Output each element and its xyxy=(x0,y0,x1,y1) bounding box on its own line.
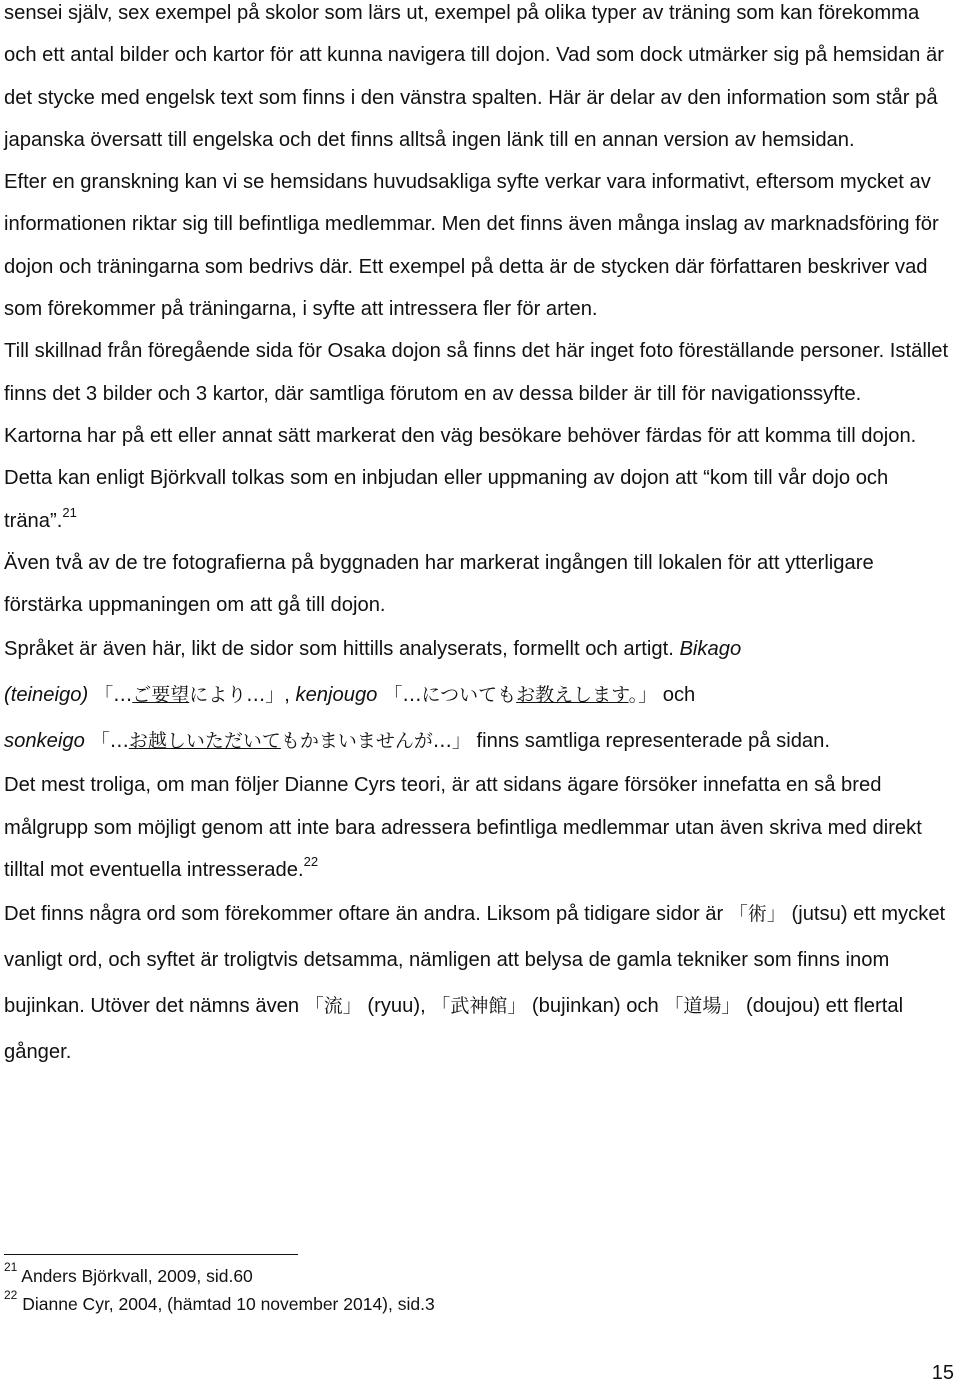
paragraph-4-text: Kartorna har på ett eller annat sätt markerat den väg besökare behöver färdas för att komma till dojon. Detta kan enligt Björkvall tolkas som en inbjudan eller uppmaning av dojon att “kom till vår dojo och träna”. xyxy=(4,424,917,532)
paragraph-2: Efter en granskning kan vi se hemsidans huvudsakliga syfte verkar vara informativt, eftersom mycket av informationen riktar sig till befintliga medlemmar. Men det finns även många inslag av marknadsföring för dojon och träningarna som bedrivs där. Ett exempel på detta är de stycken där författaren beskriver vad som förekommer på träningarna, i syfte att intressera fler för arten. xyxy=(4,171,939,321)
footnote-text: Anders Björkvall, 2009, sid.60 xyxy=(21,1266,253,1286)
paragraph-7-text: Det mest troliga, om man följer Dianne Cyrs teori, är att sidans ägare försöker innefatta en så bred målgrupp som möjligt genom att inte bara adressera befintliga medlemmar utan även skriva med direkt tilltal mot eventuella intresserade. xyxy=(4,774,922,882)
jp-term-jutsu: 「術」 xyxy=(728,903,786,926)
paragraph-8 xyxy=(4,891,954,1075)
jp-quote-1-underlined: ご要望 xyxy=(132,684,190,707)
jp-quote-2-close: 。」 xyxy=(628,684,658,707)
page-number: 15 xyxy=(931,1362,954,1384)
paragraph-8-e: (doujou) ett flertal gånger. xyxy=(4,995,904,1064)
paragraph-5: Även två av de tre fotografierna på byggnaden har markerat ingången till lokalen för att ytterligare förstärka uppmaningen om att gå till dojon. xyxy=(4,551,874,617)
separator: , xyxy=(284,684,296,707)
jp-term-ryuu: 「流」 xyxy=(304,995,362,1018)
paragraph-7 xyxy=(4,764,954,891)
paragraph-8-a: Det finns några ord som förekommer oftare än andra. Liksom på tidigare sidor är xyxy=(4,903,729,926)
term-kenjougo: kenjougo xyxy=(295,684,378,707)
footnote-ref-21: 21 xyxy=(62,504,77,520)
jp-quote-2-mo: も xyxy=(497,684,517,707)
paragraph-3: Till skillnad från föregående sida för Osaka dojon så finns det här inget foto föreställande personer. Istället finns det 3 bilder och 3 kartor, där samtliga förutom en av dessa bilder är till för navigationssyfte. xyxy=(4,340,949,405)
term-bikago: Bikago xyxy=(679,638,742,661)
paragraph-8-c: (ryuu), xyxy=(361,995,432,1018)
footnote-text: Dianne Cyr, 2004, (hämtad 10 november 2014), sid.3 xyxy=(22,1294,435,1314)
paragraph-6-lead: Språket är även här, likt de sidor som hittills analyserats, formellt och artigt. xyxy=(4,638,680,661)
footnote-number: 22 xyxy=(4,1288,18,1303)
paragraph-8-b: (jutsu) ett mycket vanligt ord, och syftet är troligtvis detsamma, nämligen att belysa de gamla tekniker som finns inom bujinkan. Utöver det nämns även xyxy=(4,903,946,1018)
jp-quote-2-open: 「…について xyxy=(377,684,498,707)
document-body xyxy=(4,0,954,1075)
footnote-divider xyxy=(4,1254,298,1255)
paragraph-6 xyxy=(4,626,954,764)
term-sonkeigo: sonkeigo xyxy=(4,730,85,753)
footnote-22 xyxy=(4,1290,904,1318)
jp-term-bujinkan: 「武神館」 xyxy=(431,995,527,1018)
paragraph-6-och: och xyxy=(657,684,696,707)
jp-term-doujou: 「道場」 xyxy=(664,995,741,1018)
footnotes xyxy=(4,1262,904,1318)
paragraph-8-d: (bujinkan) och xyxy=(526,995,665,1018)
paragraph-1: sensei själv, sex exempel på skolor som lärs ut, exempel på olika typer av träning som kan förekomma och ett antal bilder och kartor för att kunna navigera till dojon. Vad som dock utmärker sig på hemsidan är det stycke med engelsk text som finns i den vänstra spalten. Här är delar av den information som står på japanska översatt till engelska och det finns alltså ingen länk till en annan version av hemsidan. xyxy=(4,2,944,151)
footnote-ref-22: 22 xyxy=(303,854,319,870)
jp-quote-3-underlined: お越しいただいて xyxy=(128,730,281,753)
jp-quote-3-rest: もかまいませんが…」 xyxy=(280,730,471,753)
footnote-number: 21 xyxy=(4,1260,18,1275)
jp-quote-2-underlined: お教えします xyxy=(516,684,629,707)
jp-quote-3-open: 「… xyxy=(84,730,129,753)
jp-quote-1-open: 「… xyxy=(88,684,133,707)
paragraph-6-tail: finns samtliga representerade på sidan. xyxy=(470,730,830,753)
term-teineigo: (teineigo) xyxy=(4,684,89,707)
footnote-21 xyxy=(4,1262,904,1290)
paragraph-4 xyxy=(4,415,954,542)
jp-quote-1-rest: により…」 xyxy=(189,684,285,707)
